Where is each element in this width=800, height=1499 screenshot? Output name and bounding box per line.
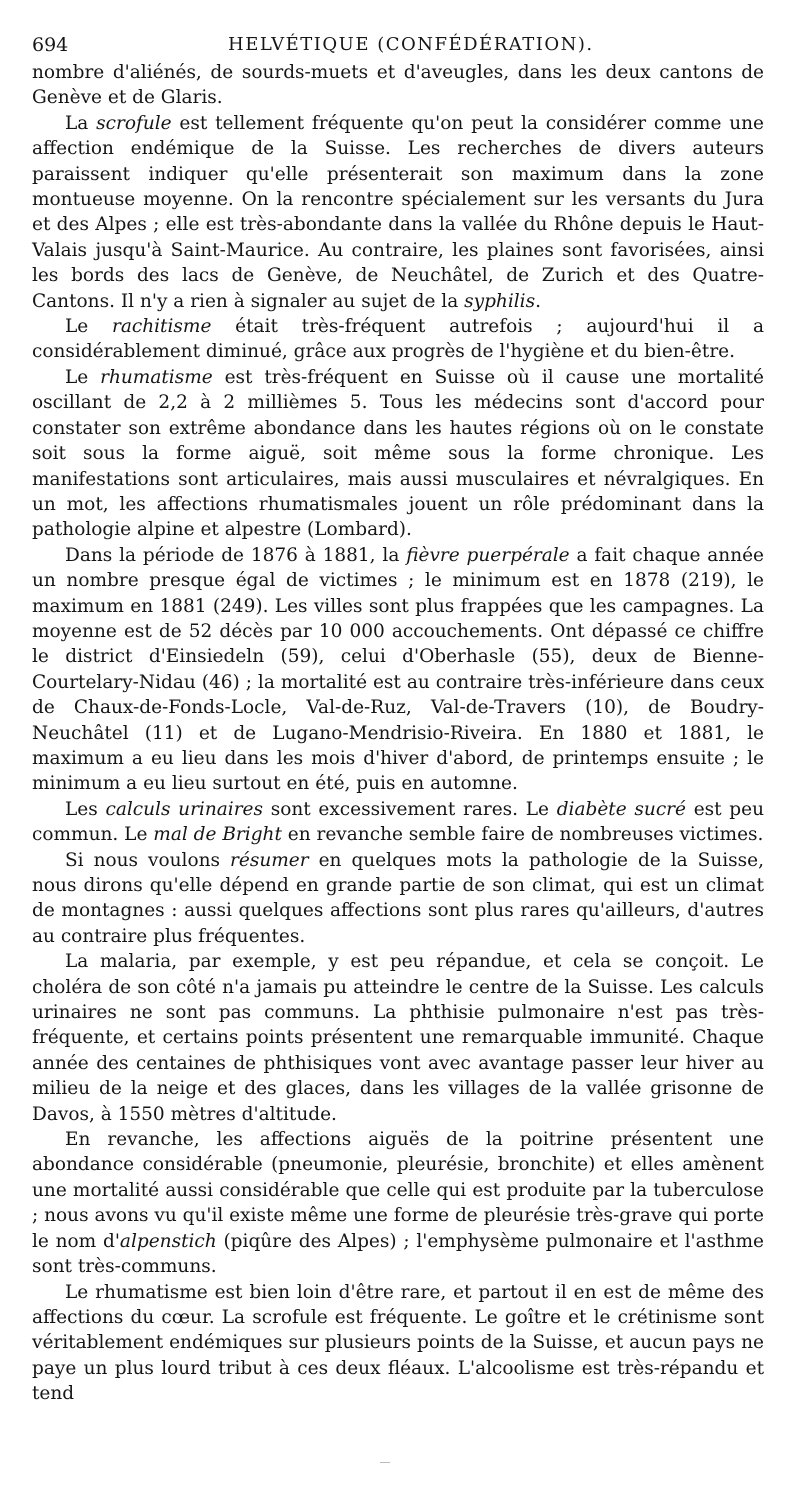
text-run: La malaria, par exemple, y est peu répandue, et cela se conçoit. Le choléra de son côté n'a jamais pu atteindre le centre de la Suisse. Les calculs urinaires ne sont pas communs. La phthisie pulmonaire n'est pas très-fréquente, et certains points présentent une remarquable immunité. Chaque année des centaines de phthisiques vont avec avantage passer leur hiver au milieu de la neige et des glaces, dans les villages de la vallée grisonne de Davos, à 1550 mètres d'altitude. <box>32 951 764 1125</box>
paragraph <box>32 111 764 314</box>
paragraph <box>32 1280 764 1407</box>
italic-term: fièvre puerpérale <box>406 544 570 566</box>
text-run: Le <box>65 366 101 388</box>
paragraph <box>32 797 764 848</box>
italic-term: diabète sucré <box>556 798 686 820</box>
text-run: a fait chaque année un nombre presque égal de victimes ; le minimum est en 1878 (219), le maximum en 1881 (249). Les villes sont plus frappées que les campagnes. La moyenne est de 52 décès par 10 000 accouchements. Ont dépassé ce chiffre le district d'Einsiedeln (59), celui d'Oberhasle (55), deux de Bienne-Courtelary-Nidau (46) ; la mortalité est au contraire très-inférieure dans ceux de Chaux-de-Fonds-Locle, Val-de-Ruz, Val-de-Travers (10), de Boudry-Neuchâtel (11) et de Lugano-Mendrisio-Riveira. En 1880 et 1881, le maximum a eu lieu dans les mois d'hiver d'abord, de printemps ensuite ; le minimum a eu lieu surtout en été, puis en automne. <box>32 544 764 795</box>
text-run: sont excessivement rares. Le <box>263 798 557 820</box>
paragraph <box>32 1127 764 1279</box>
text-run: La <box>65 112 97 134</box>
italic-term: alpenstich <box>119 1230 217 1252</box>
paragraph <box>32 543 764 797</box>
running-head <box>32 30 764 60</box>
text-run: Les <box>65 798 106 820</box>
text-run: est très-fréquent en Suisse où il cause une mortalité oscillant de 2,2 à 2 millièmes 5. Tous les médecins sont d'accord pour constater son extrême abondance dans les hautes régions où on le constate soit sous la forme aiguë, soit même sous la forme chronique. Les manifestations sont articulaires, mais aussi musculaires et névralgiques. En un mot, les affections rhumatismales jouent un rôle prédominant dans la pathologie alpine et alpestre (Lombard). <box>32 366 764 541</box>
paragraph <box>32 365 764 543</box>
italic-term: mal de Bright <box>153 824 282 846</box>
text-run: Le rhumatisme est bien loin d'être rare, et partout il en est de même des affections du cœur. La scrofule est fréquente. Le goître et le crétinisme sont véritablement endémiques sur plusieurs points de la Suisse, et aucun pays ne paye un plus lourd tribut à ces deux fléaux. L'alcoolisme est très-répandu et tend <box>32 1281 764 1405</box>
document-page <box>32 30 764 1407</box>
paragraph <box>32 949 764 1127</box>
paragraph <box>32 60 764 111</box>
italic-term: syphilis <box>464 290 536 312</box>
paragraph <box>32 848 764 950</box>
text-run: nombre d'aliénés, de sourds-muets et d'aveugles, dans les deux cantons de Genève et de Glaris. <box>32 62 764 109</box>
text-run: est tellement fréquente qu'on peut la considérer comme une affection endémique de la Suisse. Les recherches de divers auteurs paraissent indiquer qu'elle présenterait son maximum dans la zone montueuse moyenne. On la rencontre spécialement sur les versants du Jura et des Alpes ; elle est très-abondante dans la vallée du Rhône depuis le Haut-Valais jusqu'à Saint-Maurice. Au contraire, les plaines sont favorisées, ainsi les bords des lacs de Genève, de Neuchâtel, de Zurich et des Quatre-Cantons. Il n'y a rien à signaler au sujet de la <box>32 112 764 312</box>
text-run: . <box>535 290 541 312</box>
text-run: était très-fréquent autrefois ; aujourd'hui il a considérablement diminué, grâce aux progrès de l'hygiène et du bien-être. <box>32 316 764 363</box>
text-run: En revanche, les affections aiguës de la poitrine présentent une abondance considérable (pneumonie, pleurésie, bronchite) et elles amènent une mortalité aussi considérable que celle qui est produite par la tuberculose ; nous avons vu qu'il existe même une forme de pleurésie très-grave qui porte le nom d' <box>32 1129 764 1252</box>
text-run: Le <box>65 316 112 338</box>
bottom-mark <box>380 1462 390 1463</box>
text-run: en quelques mots la pathologie de la Suisse, nous dirons qu'elle dépend en grande partie de son climat, qui est un climat de montagnes : aussi quelques affections sont plus rares qu'ailleurs, d'autres au contraire plus fréquentes. <box>32 849 764 947</box>
page-number: 694 <box>32 34 69 56</box>
italic-term: calculs urinaires <box>105 798 263 820</box>
text-run: Dans la période de 1876 à 1881, la <box>65 544 407 566</box>
paragraph <box>32 314 764 365</box>
text-run: en revanche semble faire de nombreuses victimes. <box>281 824 764 846</box>
italic-term: rachitisme <box>111 316 212 338</box>
italic-term: scrofule <box>96 112 172 134</box>
italic-term: résumer <box>230 849 309 871</box>
italic-term: rhumatisme <box>100 366 213 388</box>
running-title: HELVÉTIQUE (CONFÉDÉRATION). <box>228 34 594 55</box>
body-text <box>32 60 764 1407</box>
text-run: est peu commun. Le <box>32 798 764 846</box>
text-run: (piqûre des Alpes) ; l'emphysème pulmonaire et l'asthme sont très-communs. <box>32 1230 764 1278</box>
text-run: Si nous voulons <box>65 849 231 871</box>
